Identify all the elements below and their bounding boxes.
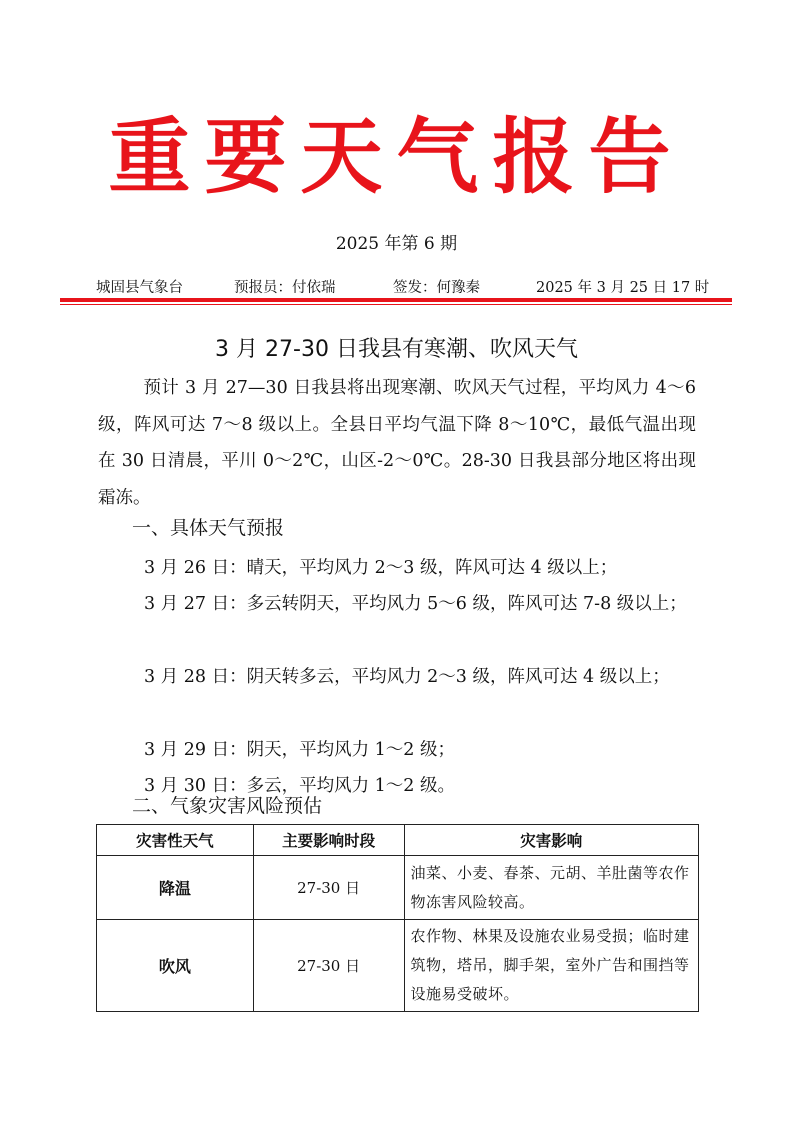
impact-period: 27-30 日 [253,920,404,1012]
header-rule [60,298,732,302]
impact-description: 油菜、小麦、春茶、元胡、羊肚菌等农作物冻害风险较高。 [404,856,699,920]
report-headline: 3 月 27-30 日我县有寒潮、吹风天气 [215,337,578,362]
header-impact: 灾害影响 [404,825,699,856]
forecast-item [98,550,698,587]
section-heading-risk: 二、气象灾害风险预估 [132,795,323,817]
impact-period: 27-30 日 [253,856,404,920]
intro-paragraph: 预计 3 月 27—30 日我县将出现寒潮、吹风天气过程，平均风力 4～6 级，阵风可达 7～8 级以上。全县日平均气温下降 8～10℃，最低气温出现在 30 日清晨，平川 0～2℃，山区-2～0℃。28-30 日我县部分地区将出现霜冻。 [98,378,696,508]
issue-number: 2025 年第 6 期 [335,234,458,254]
header-period: 主要影响时段 [253,825,404,856]
forecast-item: 3 月 27 日：多云转阴天，平均风力 5～6 级，阵风可达 7-8 级以上； [144,594,687,614]
forecast-item-text: 3 月 29 日：阴天，平均风力 1～2 级； [144,740,455,760]
risk-table [96,824,699,1012]
section-heading-forecast: 一、具体天气预报 [132,517,285,539]
forecast-item-text: 3 月 26 日：晴天，平均风力 2～3 级，阵风可达 4 级以上； [144,558,618,578]
header-hazard: 灾害性天气 [97,825,254,856]
risk-table-header-row [97,825,699,856]
forecast-item-text: 3 月 30 日：多云，平均风力 1～2 级。 [144,776,455,796]
hazard-name: 吹风 [97,920,254,1012]
forecast-item [98,732,698,769]
report-masthead-title: 重要天气报告 [108,110,685,205]
forecaster: 预报员：付依瑞 [234,280,336,296]
table-row [97,920,699,1012]
signer: 签发：何豫秦 [393,280,480,296]
impact-description: 农作物、林果及设施农业易受损；临时建筑物，塔吊，脚手架，室外广告和围挡等设施易受破坏。 [404,920,699,1012]
table-row [97,856,699,920]
issue-datetime: 2025 年 3 月 25 日 17 时 [536,280,710,296]
hazard-name: 降温 [97,856,254,920]
header-rule-thin [60,304,732,305]
forecast-item: 3 月 28 日：阴天转多云，平均风力 2～3 级，阵风可达 4 级以上； [144,667,670,687]
issuing-station: 城固县气象台 [96,280,183,296]
